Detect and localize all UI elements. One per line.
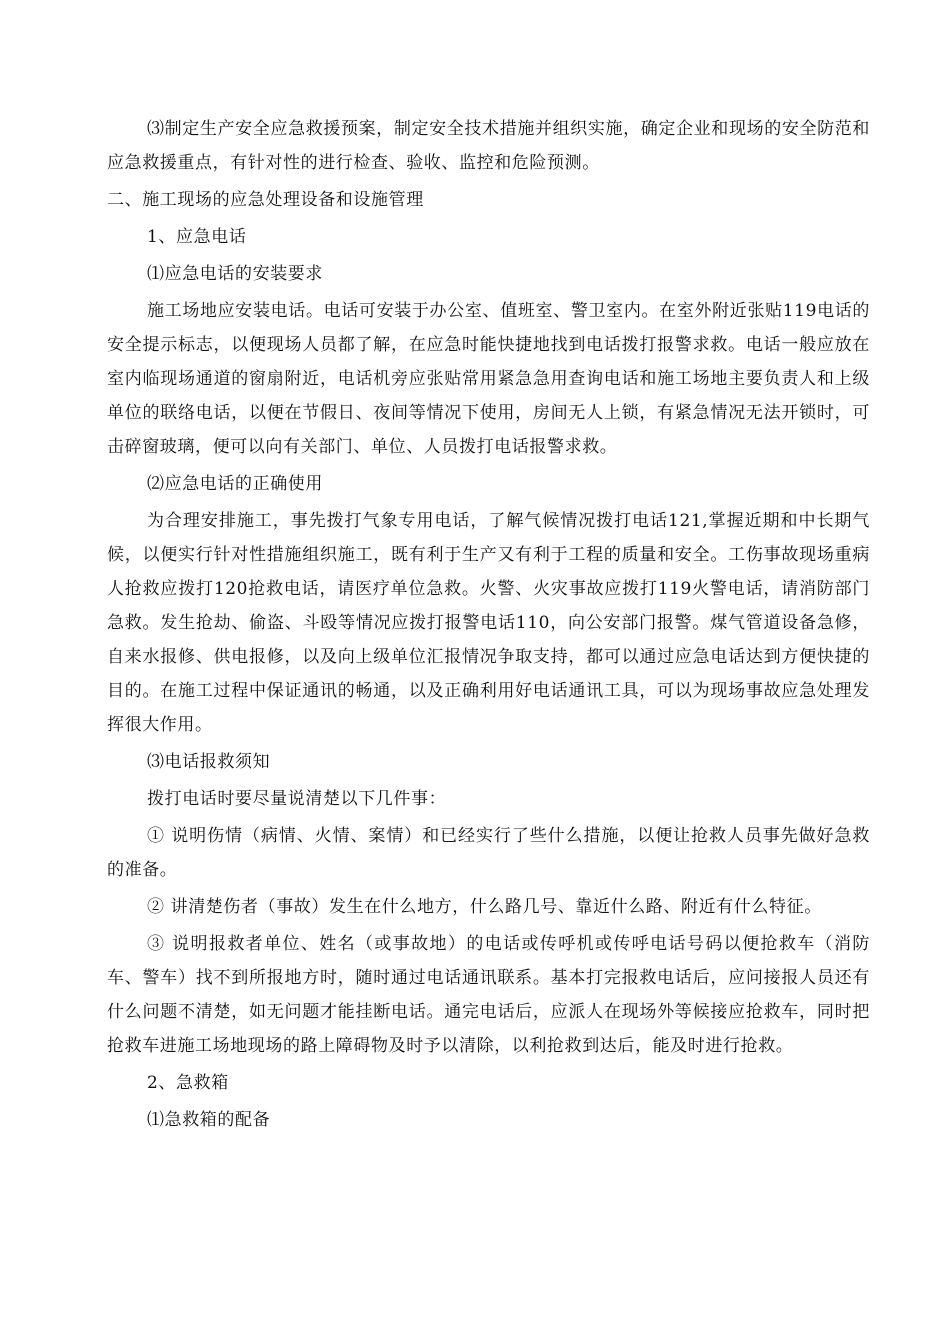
paragraph-phone-installation: 施工场地应安装电话。电话可安装于办公室、值班室、警卫室内。在室外附近张贴119电话的安全提示标志，以便现场人员都了解，在应急时能快捷地找到电话拨打报警求救。电话一般应放在室内临现场通道的窗扇附近，电话机旁应张贴常用紧急急用查询电话和施工场地主要负责人和上级单位的联络电话，以便在节假日、夜间等情况下使用，房间无人上锁，有紧急情况无法开锁时，可击碎窗玻璃，便可以向有关部门、单位、人员拨打电话报警求救。	[107, 301, 870, 457]
subheading-phone-installation: ⑴应急电话的安装要求	[147, 264, 323, 284]
subheading-phone-report-notice: ⑶电话报救须知	[147, 752, 271, 772]
subheading-phone-usage: ⑵应急电话的正确使用	[147, 474, 323, 494]
subheading-first-aid-kit: 2、急救箱	[147, 1073, 229, 1093]
paragraph-phone-usage: 为合理安排施工，事先拨打气象专用电话，了解气候情况拨打电话121,掌握近期和中长期气候，以便实行针对性措施组织施工，既有利于生产又有利于工程的质量和安全。工伤事故现场重病人抢救应拨打120抢救电话，请医疗单位急救。火警、火灾事故应拨打119火警电话，请消防部门急救。发生抢劫、偷盗、斗殴等情况应拨打报警电话110，向公安部门报警。煤气管道设备急修，自来水报修、供电报修，以及向上级单位汇报情况争取支持，都可以通过应急电话达到方便快捷的目的。在施工过程中保证通讯的畅通，以及正确利用好电话通讯工具，可以为现场事故应急处理发挥很大作用。	[107, 511, 870, 735]
list-item-report-3: ③ 说明报救者单位、姓名（或事故地）的电话或传呼机或传呼电话号码以便抢救车（消防车、警车）找不到所报地方时，随时通过电话通讯联系。基本打完报救电话后，应问接报人员还有什么问题不清楚，如无问题才能挂断电话。通完电话后，应派人在现场外等候接应抢救车，同时把抢救车进施工场地现场的路上障碍物及时予以清除，以利抢救到达后，能及时进行抢救。	[107, 934, 870, 1056]
list-item-report-1: ① 说明伤情（病情、火情、案情）和已经实行了些什么措施，以便让抢救人员事先做好急救的准备。	[107, 826, 870, 880]
document-body	[107, 112, 870, 1140]
paragraph-emergency-plan: ⑶制定生产安全应急救援预案，制定安全技术措施并组织实施，确定企业和现场的安全防范和应急救援重点，有针对性的进行检查、验收、监控和危险预测。	[107, 119, 870, 173]
subheading-first-aid-kit-config: ⑴急救箱的配备	[147, 1110, 271, 1130]
subheading-emergency-phone: 1、应急电话	[147, 227, 247, 247]
list-item-report-2: ② 讲清楚伤者（事故）发生在什么地方，什么路几号、靠近什么路、附近有什么特征。	[147, 897, 822, 917]
paragraph-report-intro: 拨打电话时要尽量说清楚以下几件事：	[147, 789, 447, 809]
section-heading-equipment-management: 二、施工现场的应急处理设备和设施管理	[107, 190, 424, 210]
